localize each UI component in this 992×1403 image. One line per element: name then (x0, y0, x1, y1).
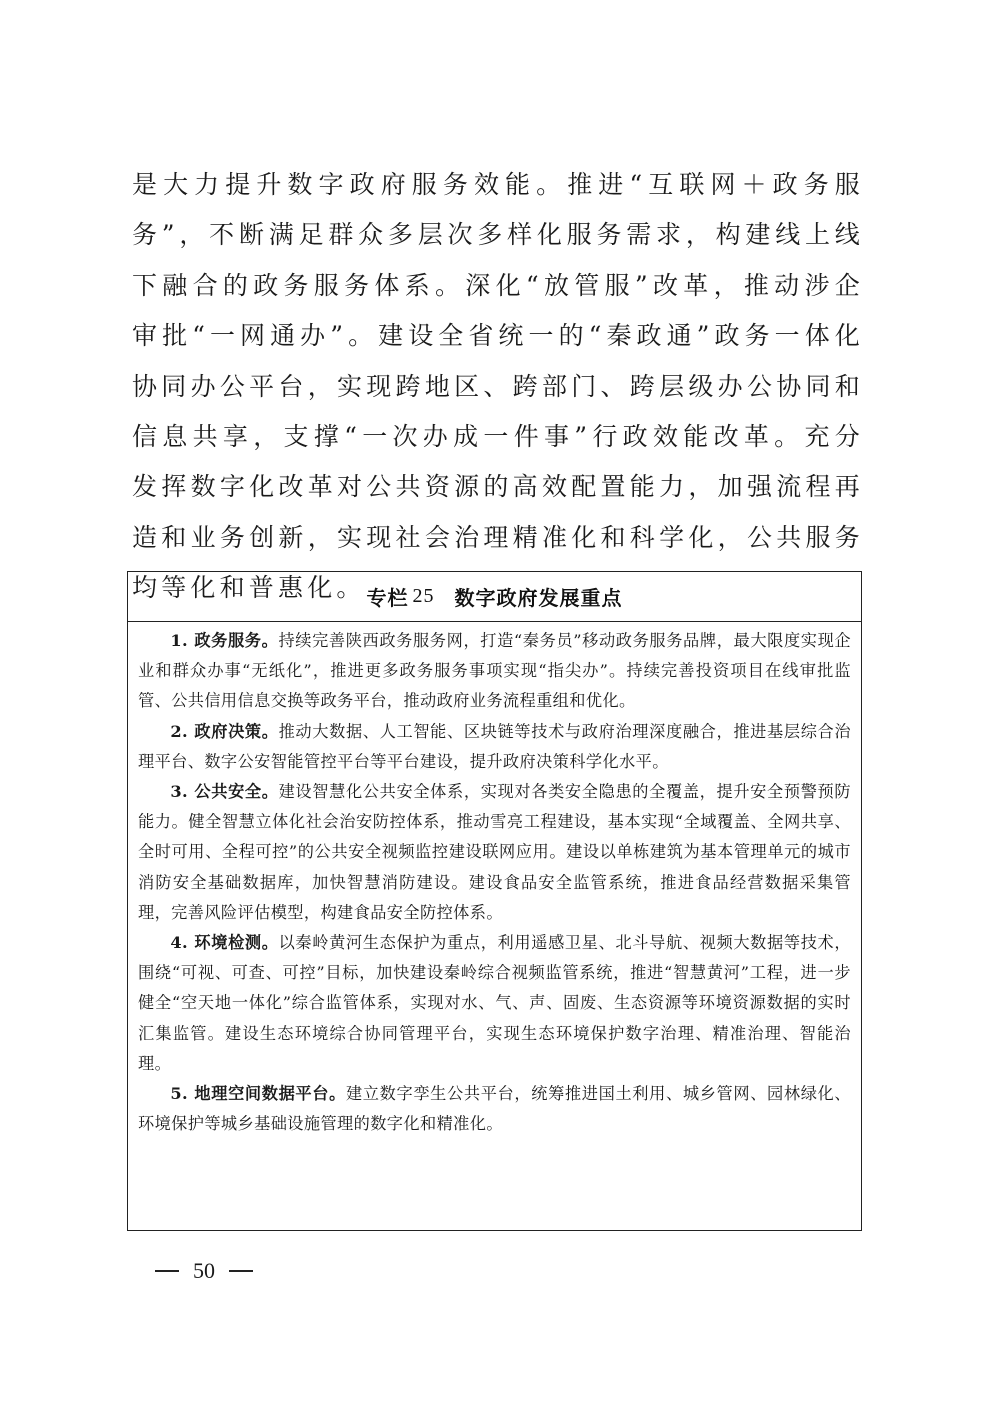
footer-dash-left (155, 1270, 179, 1272)
body-paragraph: 是大力提升数字政府服务效能。推进“互联网＋政务服务”，不断满足群众多层次多样化服务需求，构建线上线下融合的政务服务体系。深化“放管服”改革，推动涉企审批“一网通办”。建设全省统一的“秦政通”政务一体化协同办公平台，实现跨地区、跨部门、跨层级办公协同和信息共享，支撑“一次办成一件事”行政效能改革。充分发挥数字化改革对公共资源的高效配置能力，加强流程再造和业务创新，实现社会治理精准化和科学化，公共服务均等化和普惠化。 (132, 170, 864, 603)
box-item (138, 777, 851, 928)
page-footer (155, 1258, 253, 1284)
item-text: 持续完善陕西政务服务网，打造“秦务员”移动政务服务品牌，最大限度实现企业和群众办事“无纸化”，推进更多政务服务事项实现“指尖办”。持续完善投资项目在线审批监管、公共信用信息交换等政务平台，推动政府业务流程重组和优化。 (138, 631, 851, 711)
item-text: 建设智慧化公共安全体系，实现对各类安全隐患的全覆盖，提升安全预警预防能力。健全智慧立体化社会治安防控体系，推动雪亮工程建设，基本实现“全域覆盖、全网共享、全时可用、全程可控”的公共安全视频监控建设联网应用。建设以单栋建筑为基本管理单元的城市消防安全基础数据库，加快智慧消防建设。建设食品安全监管系统，推进食品经营数据采集管理，完善风险评估模型，构建食品安全防控体系。 (138, 782, 851, 922)
item-text: 推动大数据、人工智能、区块链等技术与政府治理深度融合，推进基层综合治理平台、数字公安智能管控平台等平台建设，提升政府决策科学化水平。 (138, 721, 851, 771)
feature-box (127, 571, 862, 1231)
item-heading: 5. 地理空间数据平台。 (170, 1084, 346, 1104)
item-heading: 3. 公共安全。 (170, 782, 279, 802)
feature-box-body (128, 622, 861, 1139)
box-number: 25 (412, 585, 435, 607)
item-text: 以秦岭黄河生态保护为重点，利用遥感卫星、北斗导航、视频大数据等技术，围绕“可视、可查、可控”目标，加快建设秦岭综合视频监管系统，推进“智慧黄河”工程，进一步健全“空天地一体化”综合监管体系，实现对水、气、声、固废、生态资源等环境资源数据的实时汇集监管。建设生态环境综合协同管理平台，实现生态环境保护数字治理、精准治理、智能治理。 (138, 933, 851, 1073)
item-text: 建立数字孪生公共平台，统筹推进国土利用、城乡管网、园林绿化、环境保护等城乡基础设施管理的数字化和精准化。 (138, 1084, 851, 1134)
footer-dash-right (229, 1270, 253, 1272)
item-heading: 4. 环境检测。 (170, 933, 279, 953)
feature-box-title (128, 572, 861, 622)
box-label: 专栏 (366, 586, 409, 610)
box-item (138, 717, 851, 777)
item-heading: 1. 政务服务。 (170, 631, 279, 650)
box-heading: 数字政府发展重点 (454, 586, 623, 610)
box-item (138, 1079, 851, 1139)
item-heading: 2. 政府决策。 (170, 721, 279, 741)
box-item (138, 928, 851, 1079)
box-item (138, 626, 851, 717)
page-number: 50 (193, 1258, 215, 1283)
